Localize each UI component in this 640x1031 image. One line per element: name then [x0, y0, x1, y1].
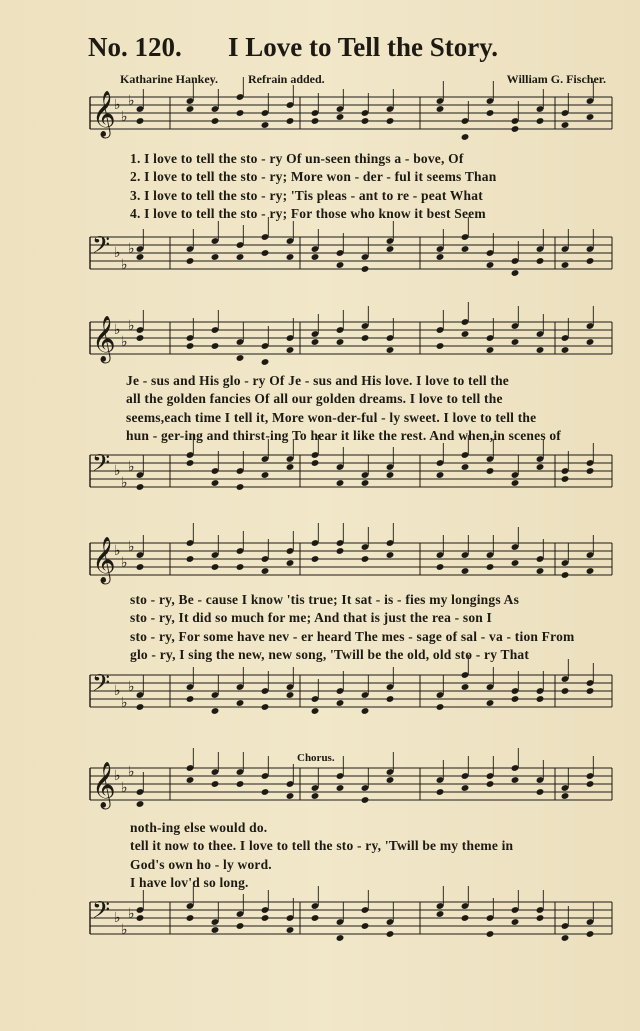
- flat-icon: ♭: [121, 334, 128, 350]
- notehead: [261, 914, 270, 922]
- lyric-line-3: God's own ho - ly word.: [130, 857, 272, 872]
- flat-icon: ♭: [114, 245, 121, 261]
- lyric-line-4: 4. I love to tell the sto - ry; For those who know it best Seem: [130, 206, 486, 221]
- bass-clef-icon: 𝄢: [92, 231, 111, 264]
- notehead: [486, 930, 495, 938]
- notehead: [186, 914, 195, 922]
- flat-icon: ♭: [114, 543, 121, 559]
- notehead: [511, 918, 520, 926]
- lyric-line-2: tell it now to thee. I love to tell the sto - ry, 'Twill be my theme in: [130, 838, 514, 853]
- notehead: [461, 914, 470, 922]
- notehead: [311, 914, 320, 922]
- composer-credit: William G. Fischer.: [506, 72, 606, 86]
- flat-icon: ♭: [128, 679, 135, 695]
- chorus-label: Chorus.: [297, 752, 335, 764]
- hymn-title: I Love to Tell the Story.: [228, 32, 499, 62]
- flat-icon: ♭: [114, 683, 121, 699]
- lyric-line-3: seems,each time I tell it, More won-der-ful - ly sweet. I love to tell the: [126, 410, 537, 425]
- bass-clef-icon: 𝄢: [92, 896, 111, 929]
- lyric-line-1: sto - ry, Be - cause I know 'tis true; It sat - is - fies my longings As: [130, 592, 520, 607]
- treble-clef-icon: 𝄞: [92, 91, 116, 137]
- notehead: [536, 914, 545, 922]
- hymn-number: No. 120.: [88, 32, 182, 62]
- flat-icon: ♭: [114, 910, 121, 926]
- notehead: [561, 934, 570, 942]
- flat-icon: ♭: [121, 555, 128, 571]
- flat-icon: ♭: [128, 241, 135, 257]
- lyric-line-2: sto - ry, It did so much for me; And that is just the rea - son I: [130, 610, 493, 625]
- author-credit: Katharine Hankey.: [120, 72, 219, 86]
- notehead: [586, 930, 595, 938]
- treble-clef-icon: 𝄞: [92, 762, 116, 808]
- notehead: [211, 926, 220, 934]
- lyric-line-1: Je - sus and His glo - ry Of Je - sus and His love. I love to tell the: [126, 373, 510, 388]
- flat-icon: ♭: [114, 322, 121, 338]
- notehead: [236, 922, 245, 930]
- flat-icon: ♭: [128, 764, 135, 780]
- lyric-line-1: noth-ing else would do.: [130, 820, 268, 835]
- flat-icon: ♭: [121, 475, 128, 491]
- flat-icon: ♭: [121, 109, 128, 125]
- bass-clef-icon: 𝄢: [92, 669, 111, 702]
- lyric-line-2: 2. I love to tell the sto - ry; More won - der - ful it seems Than: [130, 169, 497, 184]
- lyric-line-3: sto - ry, For some have nev - er heard The mes - sage of sal - va - tion From: [130, 629, 575, 644]
- flat-icon: ♭: [114, 97, 121, 113]
- lyric-line-3: 3. I love to tell the sto - ry; 'Tis pleas - ant to re - peat What: [130, 188, 483, 203]
- flat-icon: ♭: [114, 768, 121, 784]
- flat-icon: ♭: [128, 318, 135, 334]
- flat-icon: ♭: [128, 906, 135, 922]
- lyric-line-4: glo - ry, I sing the new, new song, 'Twill be the old, old sto - ry That: [130, 647, 530, 662]
- lyric-line-4: hun - ger-ing and thirst-ing To hear it like the rest. And when,in scenes of: [126, 428, 561, 443]
- notehead: [286, 926, 295, 934]
- notehead: [436, 910, 445, 918]
- flat-icon: ♭: [121, 695, 128, 711]
- notehead: [386, 930, 395, 938]
- lyric-line-4: I have lov'd so long.: [130, 875, 249, 890]
- treble-clef-icon: 𝄞: [92, 316, 116, 362]
- flat-icon: ♭: [128, 539, 135, 555]
- lyric-line-1: 1. I love to tell the sto - ry Of un-seen things a - bove, Of: [130, 151, 464, 166]
- notehead: [361, 922, 370, 930]
- bass-clef-icon: 𝄢: [92, 449, 111, 482]
- notehead: [136, 914, 145, 922]
- flat-icon: ♭: [121, 257, 128, 273]
- lyric-line-2: all the golden fancies Of all our golden dreams. I love to tell the: [126, 391, 503, 406]
- treble-clef-icon: 𝄞: [92, 537, 116, 583]
- refrain-note: Refrain added.: [248, 72, 325, 86]
- flat-icon: ♭: [121, 780, 128, 796]
- flat-icon: ♭: [128, 459, 135, 475]
- notehead: [336, 934, 345, 942]
- flat-icon: ♭: [114, 463, 121, 479]
- flat-icon: ♭: [121, 922, 128, 938]
- flat-icon: ♭: [128, 93, 135, 109]
